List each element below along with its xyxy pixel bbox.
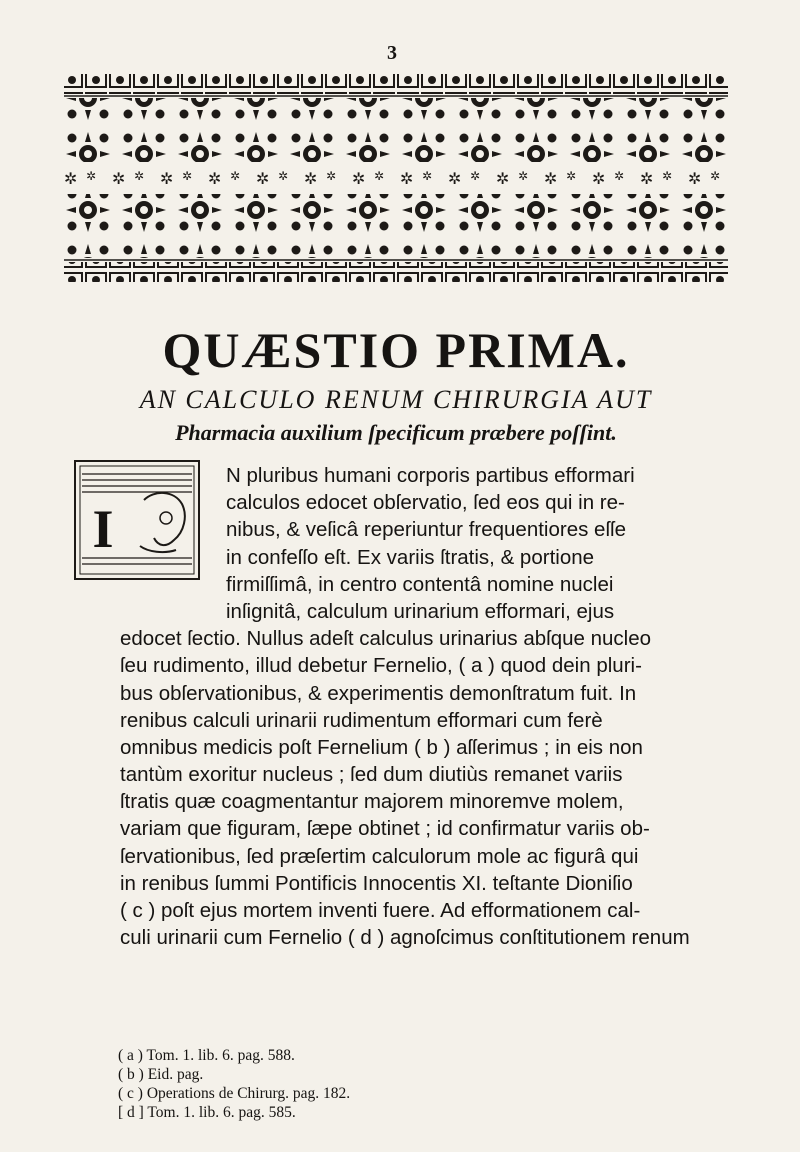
text-line: in renibus ſummi Pontificis Innocentis XI. teſtante Dioniſio	[120, 871, 633, 895]
footnote: ( c ) Operations de Chirurg. pag. 182.	[118, 1085, 351, 1102]
text-line: culi urinarii cum Fernelio ( d ) agnoſcimus conſtitutionem renum	[120, 926, 690, 950]
text-line: edocet ſectio. Nullus adeſt calculus urinarius abſque nucleo	[120, 627, 652, 651]
drop-cap-initial: I	[92, 499, 114, 559]
text-line: ( c ) poſt ejus mortem inventi fuere. Ad efformationem cal-	[120, 899, 641, 922]
footnote: [ d ] Tom. 1. lib. 6. pag. 585.	[118, 1104, 296, 1121]
text-line: renibus calculi urinarii rudimentum efformari cum ferè	[120, 708, 603, 732]
text-line: tantùm exoritur nucleus ; ſed dum diutiùs remanet variis	[120, 763, 623, 787]
text-line: N pluribus humani corporis partibus efformari	[226, 464, 635, 487]
question-title: QUÆSTIO PRIMA.	[162, 322, 630, 378]
text-line: nibus, & veſicâ reperiuntur frequentiores eſſe	[226, 518, 626, 542]
footnote: ( b ) Eid. pag.	[118, 1066, 204, 1083]
body-paragraph	[120, 462, 732, 951]
text-line: omnibus medicis poſt Fernelium ( b ) aſſerimus ; in eis non	[120, 735, 643, 759]
text-line: ſtratis quæ coagmentantur majorem minoremve molem,	[120, 790, 624, 814]
text-line: calculos edocet obſervatio, ſed eos qui in re-	[226, 491, 625, 515]
text-line: variam que figuram, ſæpe obtinet ; id confirmatur variis ob-	[120, 817, 650, 841]
ornamental-header-band	[60, 70, 732, 312]
text-line: ſervationibus, ſed præſertim calculorum mole ac figurâ qui	[120, 844, 639, 868]
footnotes	[118, 1046, 730, 1122]
question-subtitle-line2: Pharmacia auxilium ſpecificum præbere poſſint.	[175, 420, 617, 445]
text-line: in confeſſo eſt. Ex variis ſtratis, & portione	[226, 545, 595, 569]
page-number: 3	[387, 42, 397, 64]
question-subtitle-line1: AN CALCULO RENUM CHIRURGIA AUT	[139, 385, 653, 414]
text-line: ſeu rudimento, illud debetur Fernelio, ( a ) quod dein pluri-	[120, 654, 642, 678]
text-line: firmiſſimâ, in centro contentâ nomine nuclei	[226, 572, 614, 596]
text-line: bus obſervationibus, & experimentis demonſtratum fuit. In	[120, 681, 637, 705]
footnote: ( a ) Tom. 1. lib. 6. pag. 588.	[118, 1047, 295, 1064]
text-line: inſignitâ, calculum urinarium efformari, ejus	[226, 599, 615, 623]
